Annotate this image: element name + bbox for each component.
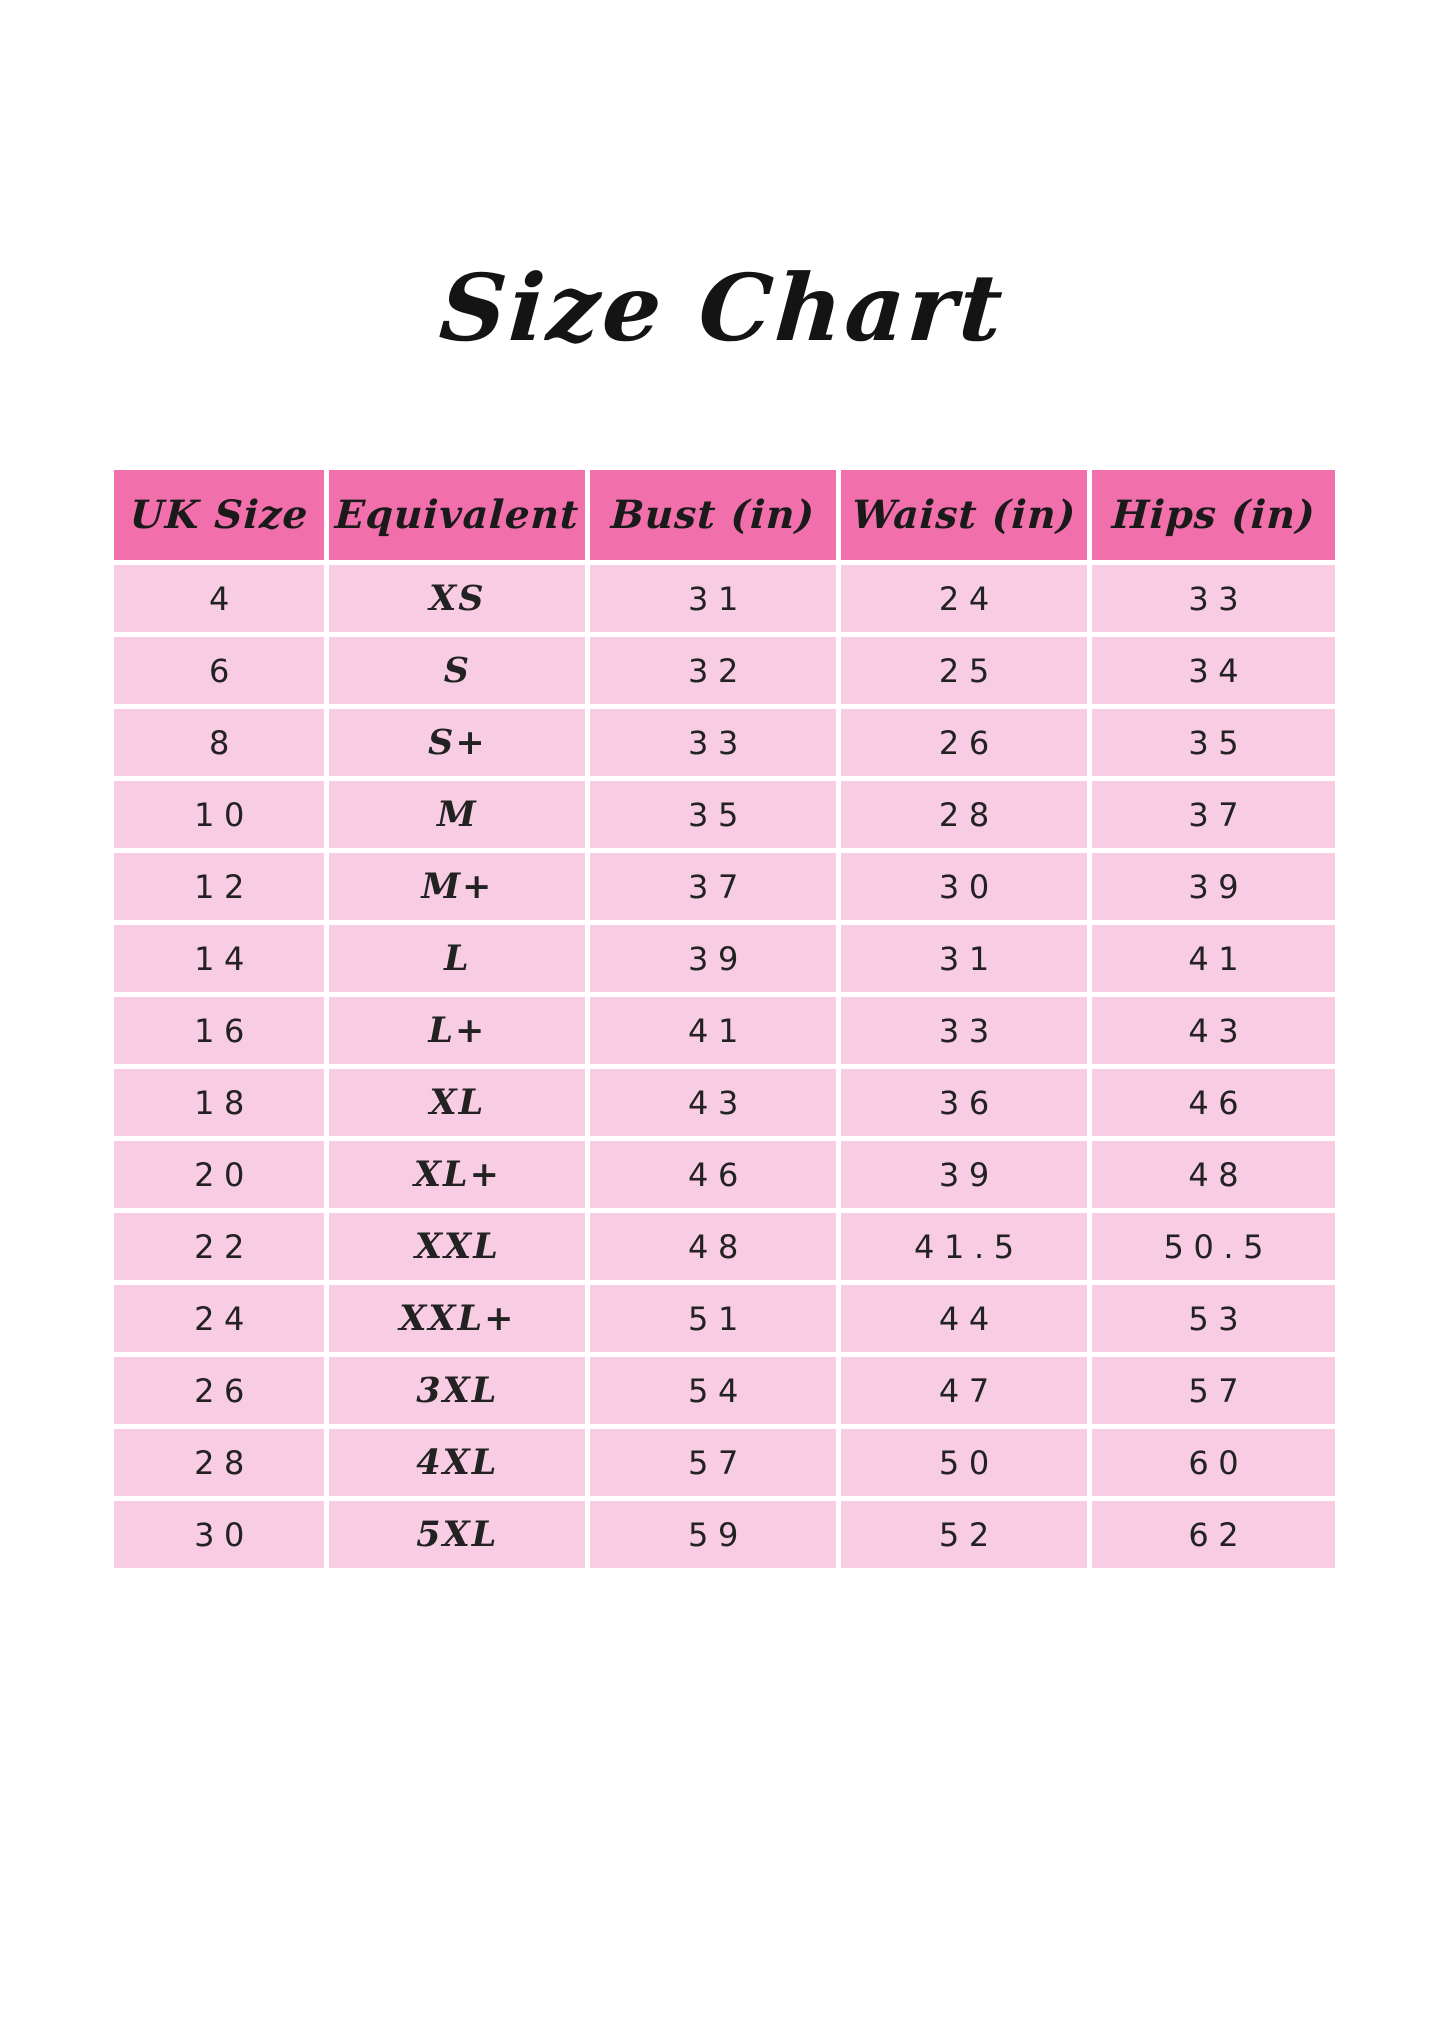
header-equivalent-label: Equivalent (334, 492, 581, 538)
cell-uk-size: 12 (114, 853, 324, 920)
cell-equivalent: XXL (329, 1213, 585, 1280)
cell-uk-size: 26 (114, 1357, 324, 1424)
cell-uk-size: 24 (114, 1285, 324, 1352)
cell-bust: 41 (590, 997, 836, 1064)
header-hips (1092, 470, 1335, 560)
cell-bust: 31 (590, 565, 836, 632)
cell-uk-size: 30 (114, 1501, 324, 1568)
cell-uk-size: 18 (114, 1069, 324, 1136)
cell-hips: 50.5 (1092, 1213, 1335, 1280)
cell-waist: 36 (841, 1069, 1087, 1136)
cell-waist: 44 (841, 1285, 1087, 1352)
cell-equivalent: 3XL (329, 1357, 585, 1424)
cell-equivalent: S+ (329, 709, 585, 776)
header-uk-size (114, 470, 324, 560)
cell-hips: 62 (1092, 1501, 1335, 1568)
header-waist-label: Waist (in) (850, 492, 1078, 538)
header-uk-size-label: UK Size (128, 492, 310, 538)
cell-hips: 60 (1092, 1429, 1335, 1496)
cell-equivalent: L (329, 925, 585, 992)
cell-waist: 33 (841, 997, 1087, 1064)
cell-hips: 41 (1092, 925, 1335, 992)
cell-hips: 57 (1092, 1357, 1335, 1424)
cell-hips: 35 (1092, 709, 1335, 776)
cell-uk-size: 8 (114, 709, 324, 776)
cell-uk-size: 22 (114, 1213, 324, 1280)
size-chart-table (114, 470, 1335, 1568)
cell-uk-size: 28 (114, 1429, 324, 1496)
cell-hips: 46 (1092, 1069, 1335, 1136)
cell-equivalent: L+ (329, 997, 585, 1064)
cell-waist: 30 (841, 853, 1087, 920)
cell-bust: 51 (590, 1285, 836, 1352)
cell-waist: 52 (841, 1501, 1087, 1568)
cell-uk-size: 10 (114, 781, 324, 848)
cell-equivalent: S (329, 637, 585, 704)
cell-waist: 31 (841, 925, 1087, 992)
cell-bust: 33 (590, 709, 836, 776)
cell-bust: 46 (590, 1141, 836, 1208)
cell-equivalent: XS (329, 565, 585, 632)
cell-bust: 54 (590, 1357, 836, 1424)
cell-equivalent: 5XL (329, 1501, 585, 1568)
cell-waist: 39 (841, 1141, 1087, 1208)
header-equivalent (329, 470, 585, 560)
cell-waist: 24 (841, 565, 1087, 632)
cell-bust: 35 (590, 781, 836, 848)
cell-bust: 32 (590, 637, 836, 704)
cell-waist: 50 (841, 1429, 1087, 1496)
cell-bust: 57 (590, 1429, 836, 1496)
cell-equivalent: XXL+ (329, 1285, 585, 1352)
cell-equivalent: 4XL (329, 1429, 585, 1496)
cell-equivalent: M+ (329, 853, 585, 920)
cell-uk-size: 16 (114, 997, 324, 1064)
cell-waist: 41.5 (841, 1213, 1087, 1280)
header-bust-label: Bust (in) (609, 492, 817, 538)
cell-waist: 26 (841, 709, 1087, 776)
cell-hips: 34 (1092, 637, 1335, 704)
cell-hips: 39 (1092, 853, 1335, 920)
header-hips-label: Hips (in) (1110, 492, 1317, 538)
cell-bust: 48 (590, 1213, 836, 1280)
cell-hips: 33 (1092, 565, 1335, 632)
cell-bust: 43 (590, 1069, 836, 1136)
cell-bust: 37 (590, 853, 836, 920)
cell-equivalent: XL+ (329, 1141, 585, 1208)
cell-equivalent: M (329, 781, 585, 848)
cell-uk-size: 4 (114, 565, 324, 632)
cell-waist: 28 (841, 781, 1087, 848)
cell-waist: 47 (841, 1357, 1087, 1424)
cell-hips: 48 (1092, 1141, 1335, 1208)
cell-hips: 43 (1092, 997, 1335, 1064)
header-waist (841, 470, 1087, 560)
cell-bust: 59 (590, 1501, 836, 1568)
cell-equivalent: XL (329, 1069, 585, 1136)
cell-uk-size: 14 (114, 925, 324, 992)
page-title: Size Chart (436, 254, 1009, 362)
header-bust (590, 470, 836, 560)
cell-waist: 25 (841, 637, 1087, 704)
cell-bust: 39 (590, 925, 836, 992)
cell-uk-size: 6 (114, 637, 324, 704)
cell-hips: 53 (1092, 1285, 1335, 1352)
cell-hips: 37 (1092, 781, 1335, 848)
cell-uk-size: 20 (114, 1141, 324, 1208)
